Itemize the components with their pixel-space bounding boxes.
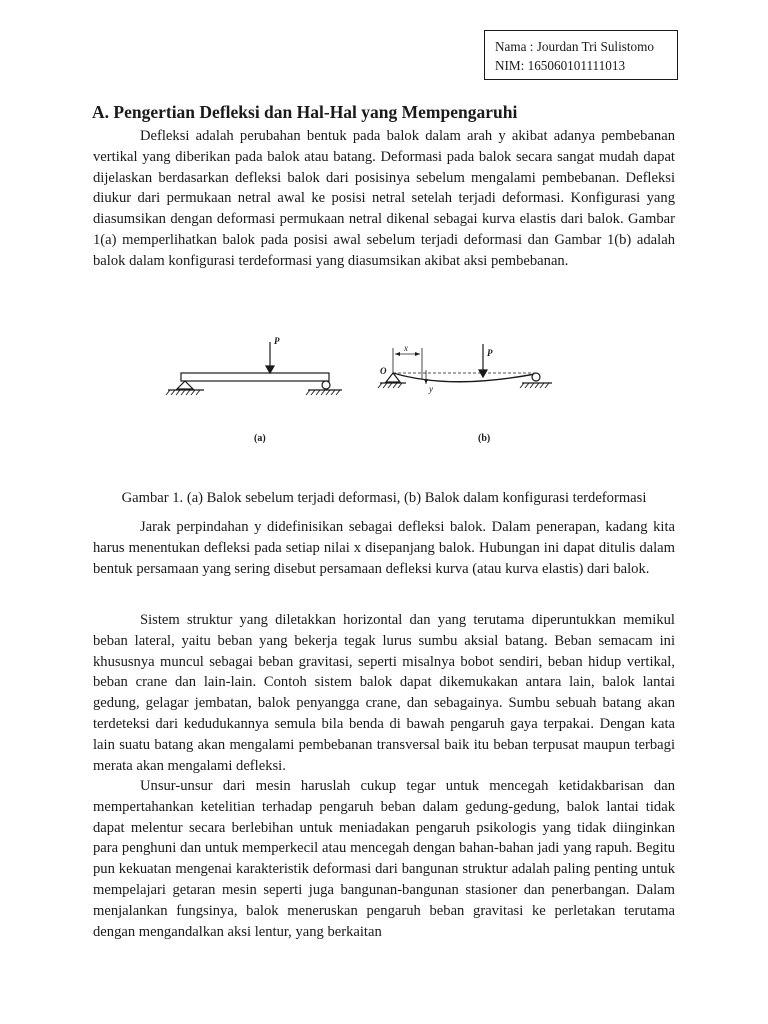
beam-rect	[181, 373, 329, 381]
x-label: x	[404, 343, 408, 353]
load-arrowhead-b	[479, 370, 487, 377]
paragraph-1: Defleksi adalah perubahan bentuk pada balok dalam arah y akibat adanya pembebanan vertikal yang diberikan pada balok atau batang. Deformasi pada balok secara sangat mudah dapat dijelaskan berdasarkan defleksi balok dari posisinya sebelum mengalami pembebanan. Defleksi diukur dari permukaan netral awal ke posisi netral setelah terjadi deformasi. Konfigurasi yang diasumsikan dengan deformasi permukaan netral dikenal sebagai kurva elastis dari balok. Gambar 1(a) memperlihatkan balok pada posisi awal sebelum terjadi deformasi dan Gambar 1(b) adalah balok dalam konfigurasi terdeformasi yang diasumsikan akibat aksi pembebanan.	[93, 128, 675, 269]
roller-support-right-b	[532, 373, 540, 381]
ground-hatch-right	[306, 390, 340, 395]
origin-label: O	[380, 366, 387, 376]
section-heading: A. Pengertian Defleksi dan Hal-Hal yang Mempengaruhi	[92, 102, 518, 122]
paragraph-3: Sistem struktur yang diletakkan horizontal dan yang terutama diperuntukkan memikul beban lateral, yaitu beban yang bekerja tegak lurus sumbu aksial batang. Beban semacam ini khususnya muncul sebagai beban gravitasi, seperti misalnya bobot sendiri, beban hidup vertikal, beban crane dan lain-lain. Contoh sistem balok dapat dikemukakan antara lain, balok lantai gedung, gelagar jembatan, balok penyangga crane, dan sebagainya. Sumbu sebuah batang akan terdeteksi dari kedudukannya semula bila benda di bawah pengaruh gaya terpakai. Dengan kata lain suatu batang akan mengalami pembebanan transversal baik itu beban terpusat maupun terbagi merata akan mengalami defleksi.	[93, 612, 675, 774]
ground-hatch-left-b	[378, 383, 402, 388]
ground-hatch-right-b	[520, 383, 549, 388]
ground-hatch-left	[166, 390, 200, 395]
paragraph-4: Unsur-unsur dari mesin haruslah cukup tegar untuk mencegah ketidakbarisan dan mempertahankan ketelitian terhadap pengaruh beban dalam gedung-gedung, balok lantai tidak dapat melentur secara berlebihan untuk meniadakan pengaruh psikologis yang tidak diinginkan para penghuni dan untuk memperkecil atau mencegah dengan bahan-bahan jadi yang rapuh. Begitu pun kekuatan mengenai karakteristik deformasi dari bangunan struktur adalah paling penting untuk mempelajari getaran mesin seperti juga bangunan-bangunan stasioner dan penerbangan. Dalam menjalankan fungsinya, balok meneruskan pengaruh beban gravitasi ke perletakan terutama dengan mengandalkan aksi lentur, yang berkaitan	[93, 778, 675, 940]
beam-deflection-figure	[150, 330, 570, 455]
load-label-b: P	[487, 348, 493, 358]
student-id-box	[484, 30, 678, 80]
pin-support-left	[177, 381, 193, 389]
roller-support-right	[322, 381, 330, 389]
y-label: y	[429, 384, 433, 394]
sub-label-b: (b)	[478, 433, 491, 444]
student-name: Nama : Jourdan Tri Sulistomo	[495, 39, 654, 54]
student-nim: NIM: 165060101111013	[495, 58, 626, 73]
load-arrowhead-a	[266, 366, 274, 373]
sub-label-a: (a)	[254, 433, 266, 444]
figure-a-beam	[166, 342, 342, 395]
load-label-a: P	[274, 336, 280, 346]
deflected-curve	[393, 373, 535, 382]
paragraph-2: Jarak perpindahan y didefinisikan sebagai defleksi balok. Dalam penerapan, kadang kita harus menentukan defleksi pada setiap nilai x disepanjang balok. Hubungan ini dapat ditulis dalam bentuk persamaan yang sering disebut persamaan defleksi kurva (atau kurva elastis) dari balok.	[93, 519, 675, 577]
figure-caption: Gambar 1. (a) Balok sebelum terjadi deformasi, (b) Balok dalam konfigurasi terdeformasi	[121, 490, 647, 506]
